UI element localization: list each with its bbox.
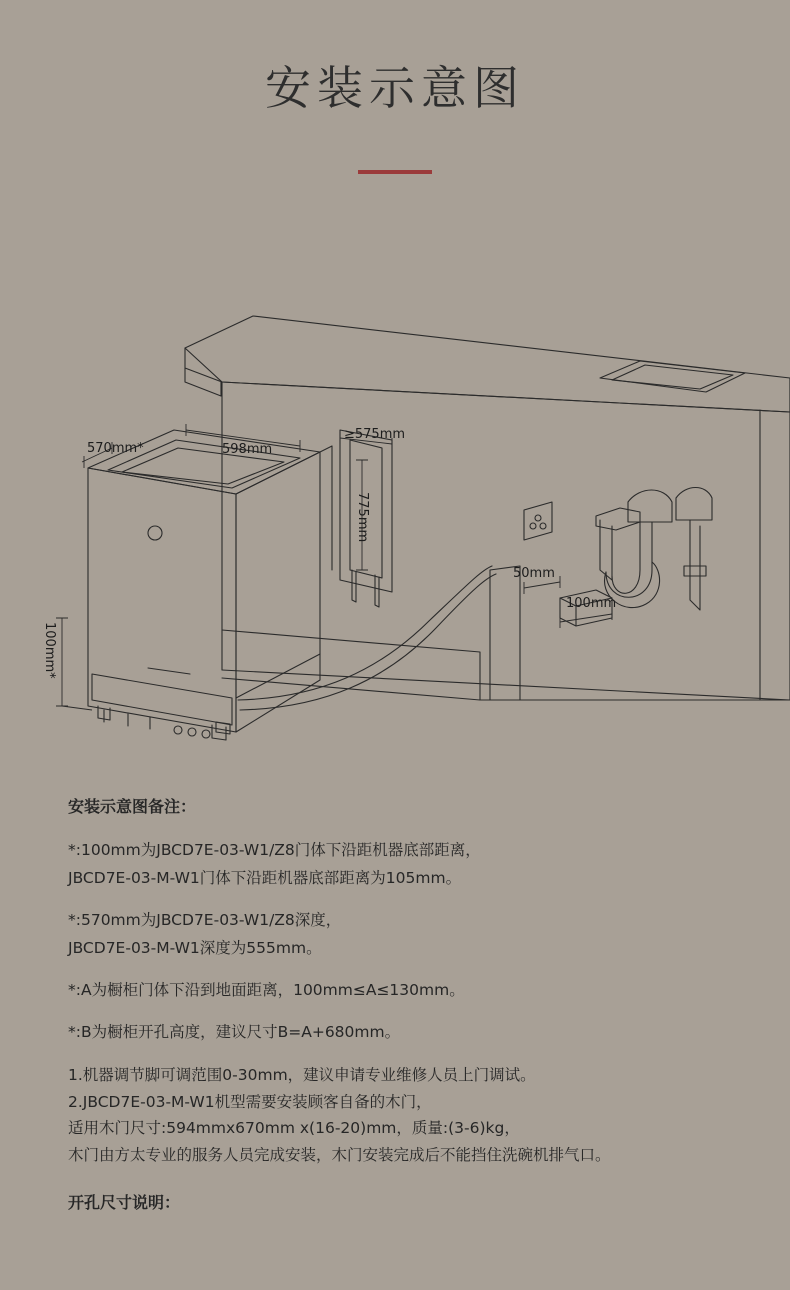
page-title: 安装示意图 xyxy=(265,61,525,115)
dim-bottom-gap: 100mm* xyxy=(42,622,57,679)
notes-section xyxy=(68,795,748,1215)
list-item: 木门由方太专业的服务人员完成安装，木门安装完成后不能挡住洗碗机排气口。 xyxy=(68,1145,611,1164)
dim-depth: 570mm* xyxy=(87,441,144,456)
dim-door-height: 775mm xyxy=(355,492,370,543)
note-line: *:B为橱柜开孔高度，建议尺寸B=A+680mm。 xyxy=(68,1022,401,1041)
note-line: *:100mm为JBCD7E-03-W1/Z8门体下沿距机器底部距离， xyxy=(68,840,481,859)
dim-drain-depth: 100mm xyxy=(566,596,617,611)
notes-numbered-list xyxy=(68,1062,748,1169)
list-item: 适用木门尺寸:594mmx670mm x(16-20)mm，质量:(3-6)kg， xyxy=(68,1119,520,1138)
dim-cabinet-height: ≥575mm xyxy=(344,427,406,442)
title-divider xyxy=(358,170,432,174)
note-line: *:570mm为JBCD7E-03-W1/Z8深度， xyxy=(68,910,342,929)
note-line: JBCD7E-03-M-W1深度为555mm。 xyxy=(68,938,322,957)
dim-drain-height: 50mm xyxy=(513,566,555,581)
note-line: *:A为橱柜门体下沿到地面距离，100mm≤A≤130mm。 xyxy=(68,980,465,999)
note-line: JBCD7E-03-M-W1门体下沿距机器底部距离为105mm。 xyxy=(68,868,462,887)
installation-line-drawing xyxy=(0,270,790,770)
opening-size-heading: 开孔尺寸说明： xyxy=(68,1192,181,1212)
notes-heading: 安装示意图备注： xyxy=(68,797,197,816)
list-item: 1.机器调节脚可调范围0-30mm，建议申请专业维修人员上门调试。 xyxy=(68,1065,536,1084)
dim-width: 598mm xyxy=(222,442,273,457)
diagram-container xyxy=(0,270,790,770)
list-item: 2.JBCD7E-03-M-W1机型需要安装顾客自备的木门， xyxy=(68,1092,432,1111)
